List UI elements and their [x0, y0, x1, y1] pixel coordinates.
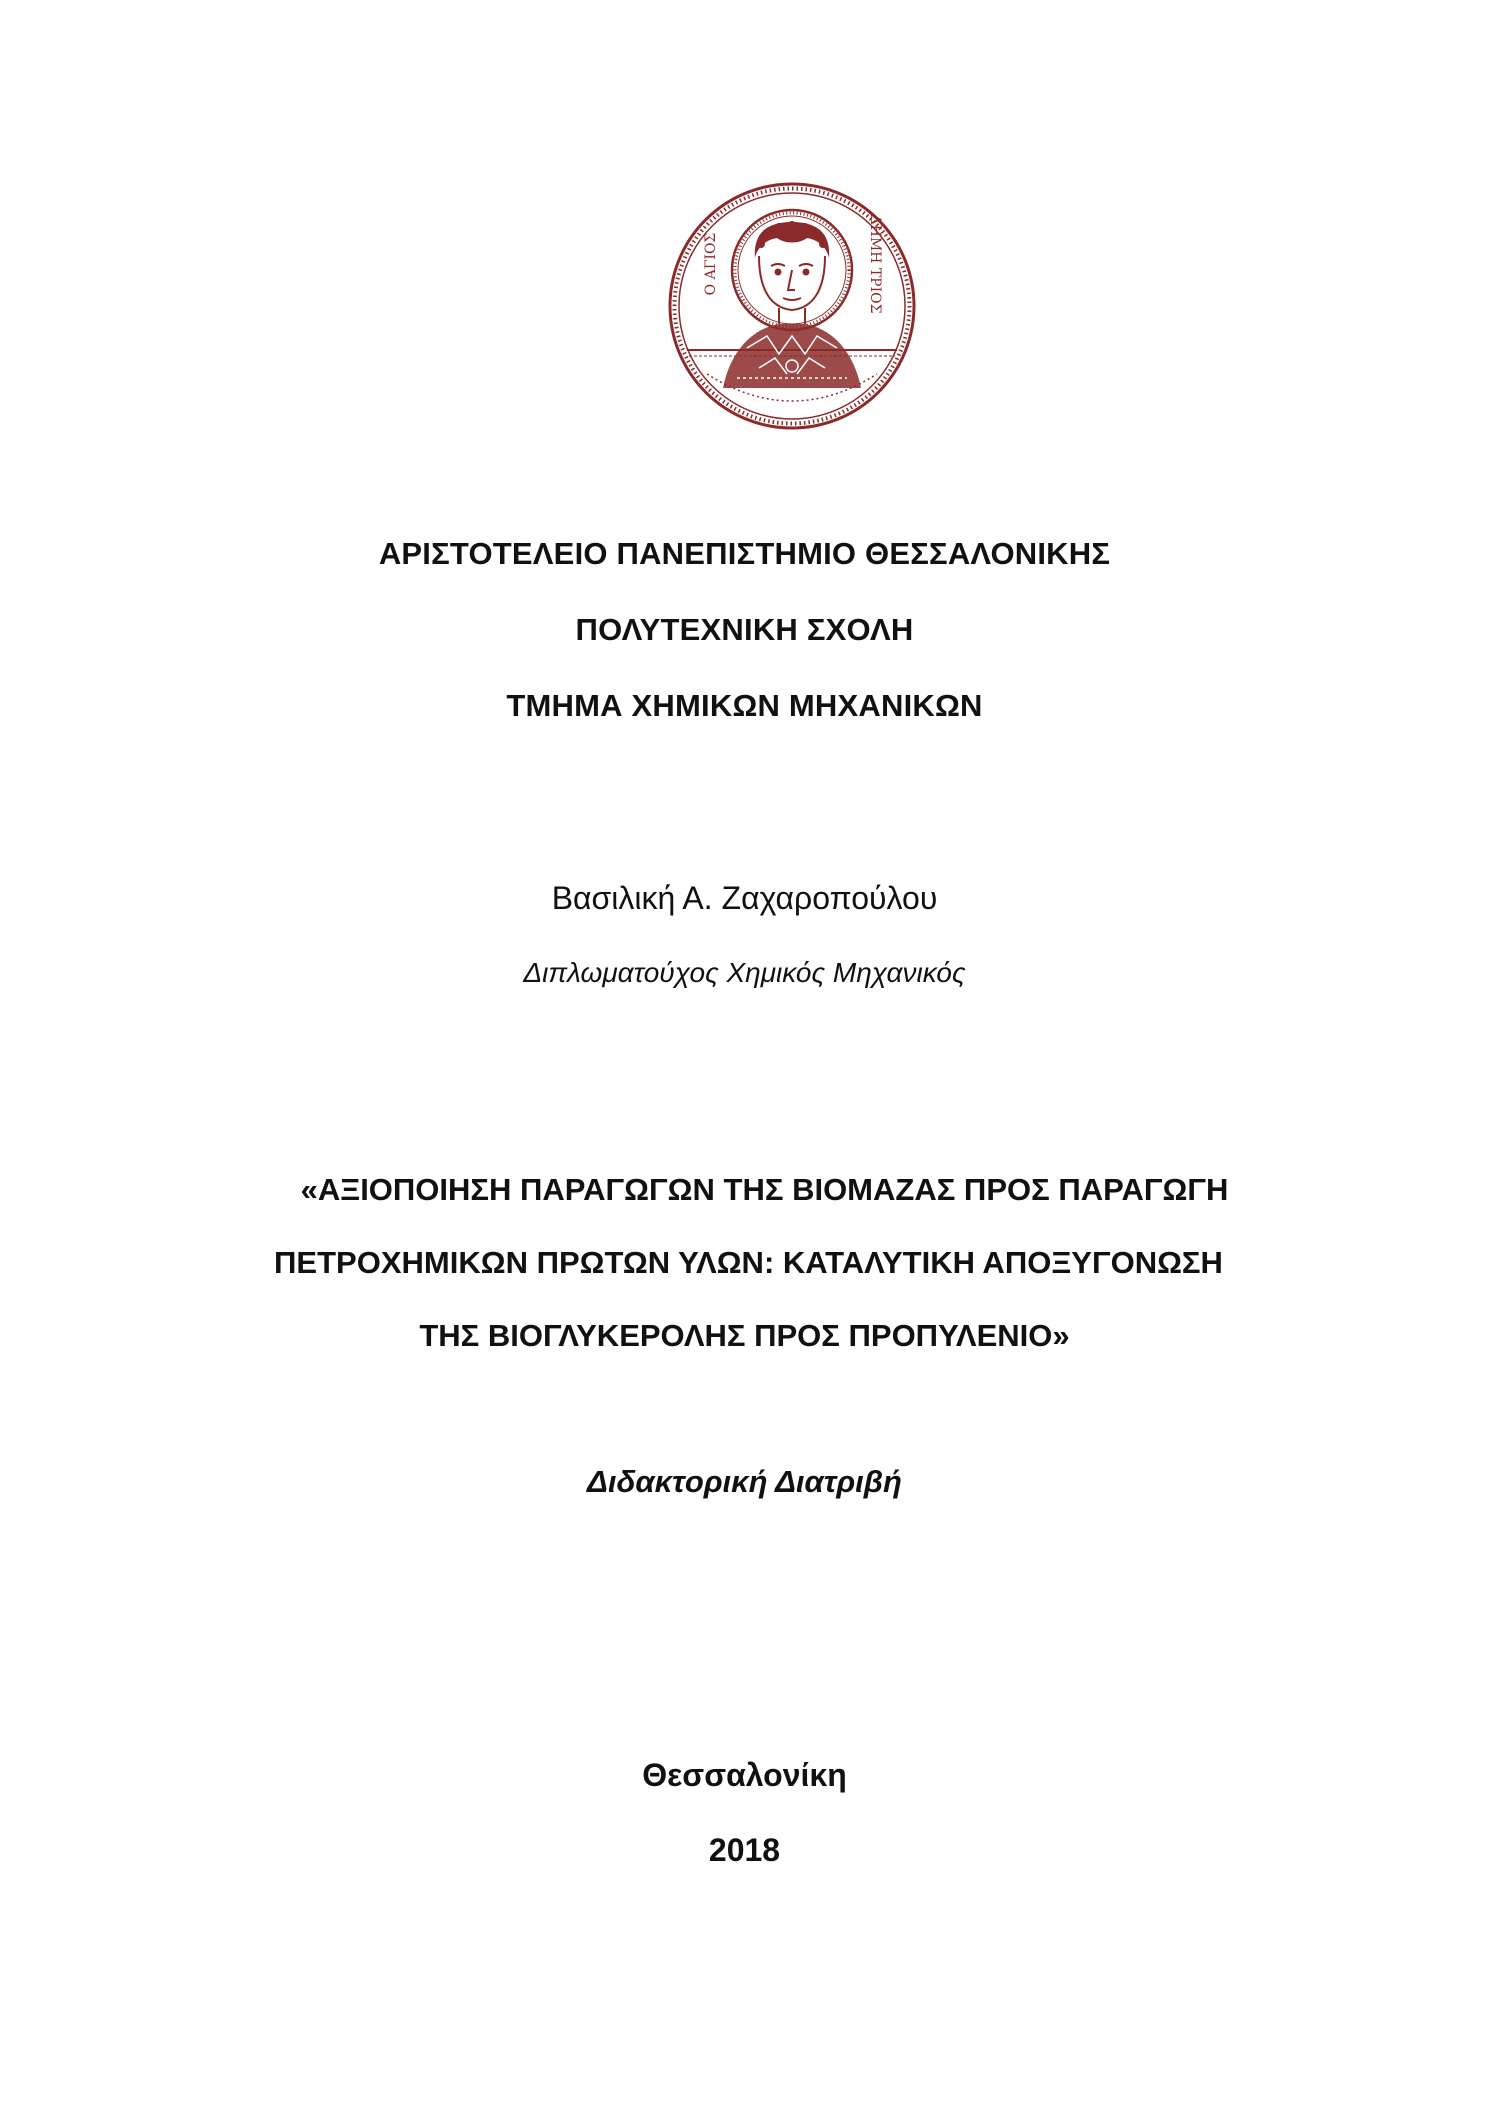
author-degree: Διπλωματούχος Χημικός Μηχανικός [523, 957, 966, 988]
seal-inscription-right: ΔΗΜΗ ΤΡΙΟΣ [867, 214, 883, 314]
university-name: ΑΡΙΣΤΟΤΕΛΕΙΟ ΠΑΝΕΠΙΣΤΗΜΙΟ ΘΕΣΣΑΛΟΝΙΚΗΣ [378, 536, 1111, 571]
thesis-type: Διδακτορική Διατριβή [587, 1464, 902, 1499]
year: 2018 [708, 1832, 781, 1868]
city: Θεσσαλονίκη [642, 1757, 847, 1793]
thesis-title-line-1: «ΑΞΙΟΠΟΙΗΣΗ ΠΑΡΑΓΩΓΩΝ ΤΗΣ ΒΙΟΜΑΖΑΣ ΠΡΟΣ ΠΑΡΑΓΩΓΗ [300, 1172, 1229, 1207]
author-name: Βασιλική Α. Ζαχαροπούλου [551, 880, 938, 916]
thesis-title-line-3: ΤΗΣ ΒΙΟΓΛΥΚΕΡΟΛΗΣ ΠΡΟΣ ΠΡΟΠΥΛΕΝΙΟ» [419, 1318, 1070, 1353]
university-seal-logo [667, 178, 917, 434]
thesis-title-line-2: ΠΕΤΡΟΧΗΜΙΚΩΝ ΠΡΩΤΩΝ ΥΛΩΝ: ΚΑΤΑΛΥΤΙΚΗ ΑΠΟΞΥΓΟΝΩΣΗ [274, 1245, 1223, 1280]
seal-inscription-left: Ο ΑΓΙΟΣ [703, 232, 719, 296]
department-name: ΤΜΗΜΑ ΧΗΜΙΚΩΝ ΜΗΧΑΝΙΚΩΝ [506, 688, 983, 723]
school-name: ΠΟΛΥΤΕΧΝΙΚΗ ΣΧΟΛΗ [575, 612, 914, 647]
